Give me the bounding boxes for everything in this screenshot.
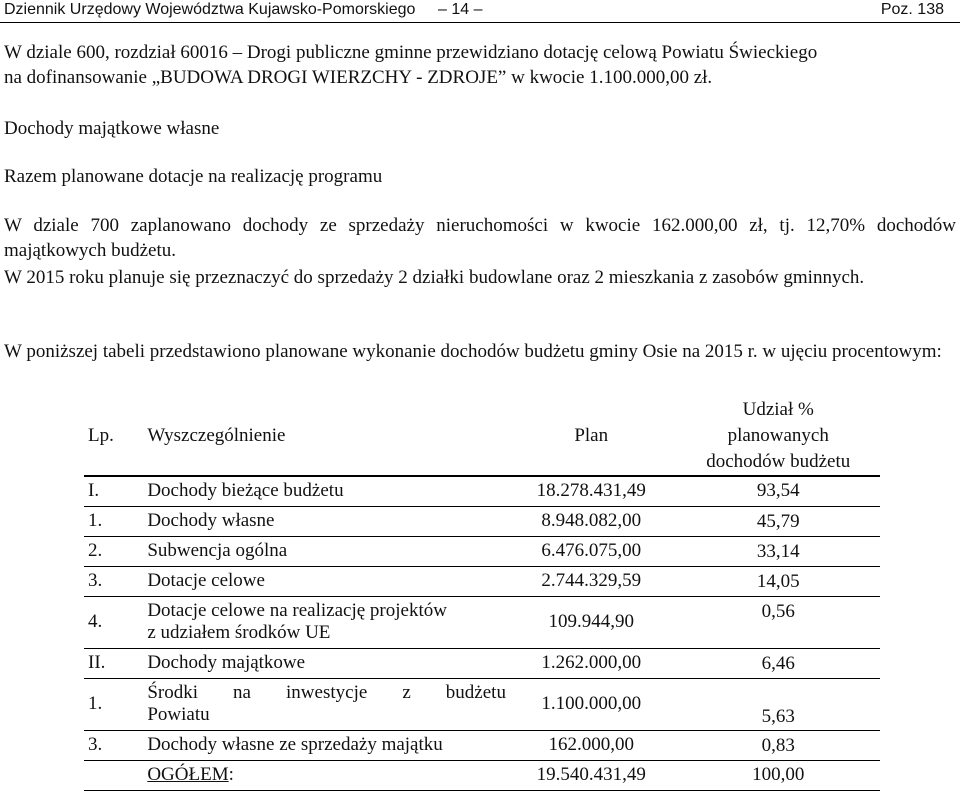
row-lp: 3. bbox=[88, 734, 103, 755]
table-header-row bbox=[84, 397, 880, 476]
table-row bbox=[84, 730, 880, 760]
row-lp: 4. bbox=[88, 611, 103, 632]
journal-title: Dziennik Urzędowy Województwa Kujawsko-Pomorskiego bbox=[4, 1, 416, 18]
paragraph-dzial-700: W dziale 700 zaplanowano dochody ze sprzedaży nieruchomości w kwocie 162.000,00 zł, tj. 12,70% dochodów majątkowych budżetu. bbox=[4, 215, 956, 261]
total-lp bbox=[84, 760, 141, 790]
table-total-row bbox=[84, 760, 880, 790]
row-name-line2: z udziałem środków UE bbox=[147, 622, 331, 643]
row-name bbox=[141, 678, 506, 730]
page-number: – 14 – bbox=[438, 1, 483, 18]
paragraph-dotacja-line2: na dofinansowanie „BUDOWA DROGI WIERZCHY - ZDROJE” w kwocie 1.100.000,00 zł. bbox=[4, 67, 713, 88]
header-share-line3: dochodów budżetu bbox=[706, 451, 851, 472]
row-plan: 6.476.075,00 bbox=[541, 540, 642, 561]
row-name: Subwencja ogólna bbox=[147, 540, 288, 561]
row-name-line2: Powiatu bbox=[147, 704, 210, 725]
row-lp: 3. bbox=[88, 570, 103, 591]
header-lp: Lp. bbox=[88, 425, 114, 446]
row-plan: 2.744.329,59 bbox=[541, 570, 642, 591]
row-plan: 8.948.082,00 bbox=[541, 510, 642, 531]
row-share: 33,14 bbox=[756, 540, 800, 562]
row-share: 0,56 bbox=[761, 600, 795, 622]
row-name bbox=[141, 596, 506, 648]
row-lp: 2. bbox=[88, 540, 103, 561]
paragraph-tabela-intro: W poniższej tabeli przedstawiono planowane wykonanie dochodów budżetu gminy Osie na 2015 r. w ujęciu procentowym: bbox=[4, 341, 942, 362]
table-row bbox=[84, 536, 880, 566]
row-plan: 109.944,90 bbox=[548, 611, 634, 632]
row-share: 45,79 bbox=[756, 510, 800, 532]
row-share: 0,83 bbox=[761, 734, 795, 756]
row-share: 6,46 bbox=[761, 652, 795, 674]
total-label-colon: : bbox=[228, 764, 234, 785]
position-number: Poz. 138 bbox=[880, 1, 944, 18]
row-name: Dochody majątkowe bbox=[147, 652, 306, 673]
header-name: Wyszczególnienie bbox=[147, 425, 286, 446]
table-row bbox=[84, 566, 880, 596]
table-row bbox=[84, 476, 880, 506]
total-share: 100,00 bbox=[752, 764, 805, 785]
page-header bbox=[0, 0, 960, 23]
header-share-line1: Udział % bbox=[742, 399, 814, 420]
row-share: 93,54 bbox=[756, 480, 800, 502]
total-label bbox=[141, 760, 506, 790]
total-label-text: OGÓŁEM bbox=[147, 764, 229, 785]
row-plan: 1.262.000,00 bbox=[541, 652, 642, 673]
row-name-line1: Dotacje celowe na realizację projektów bbox=[147, 600, 447, 621]
table-row bbox=[84, 678, 880, 730]
row-share: 5,63 bbox=[761, 705, 795, 727]
row-name-line1: Środki na inwestycje z budżetu bbox=[147, 682, 506, 703]
paragraph-sprzedaz: W 2015 roku planuje się przeznaczyć do sprzedaży 2 działki budowlane oraz 2 mieszkania z zasobów gminnych. bbox=[4, 267, 865, 288]
row-name: Dotacje celowe bbox=[147, 570, 265, 591]
row-share: 14,05 bbox=[756, 570, 800, 592]
revenue-table bbox=[84, 397, 880, 791]
row-lp: 1. bbox=[88, 693, 103, 714]
row-lp: I. bbox=[88, 480, 100, 502]
header-share-line2: planowanych bbox=[727, 425, 829, 446]
row-name: Dochody bieżące budżetu bbox=[147, 480, 344, 502]
row-name: Dochody własne bbox=[147, 510, 275, 531]
table-row bbox=[84, 596, 880, 648]
paragraph-dotacja-line1: W dziale 600, rozdział 60016 – Drogi publiczne gminne przewidziano dotację celową Powiatu Świeckiego bbox=[4, 42, 818, 63]
row-name: Dochody własne ze sprzedaży majątku bbox=[147, 734, 443, 755]
paragraph-razem-dotacje: Razem planowane dotacje na realizację programu bbox=[4, 166, 383, 187]
header-plan: Plan bbox=[574, 425, 609, 446]
table-row bbox=[84, 648, 880, 678]
row-lp: 1. bbox=[88, 510, 103, 531]
row-plan: 18.278.431,49 bbox=[536, 480, 646, 502]
row-plan: 162.000,00 bbox=[548, 734, 634, 755]
paragraph-dochody-majatkowe: Dochody majątkowe własne bbox=[4, 118, 220, 139]
total-plan: 19.540.431,49 bbox=[536, 764, 646, 785]
row-plan: 1.100.000,00 bbox=[541, 693, 642, 714]
table-row bbox=[84, 506, 880, 536]
row-lp: II. bbox=[88, 652, 106, 673]
header-share bbox=[676, 397, 880, 476]
